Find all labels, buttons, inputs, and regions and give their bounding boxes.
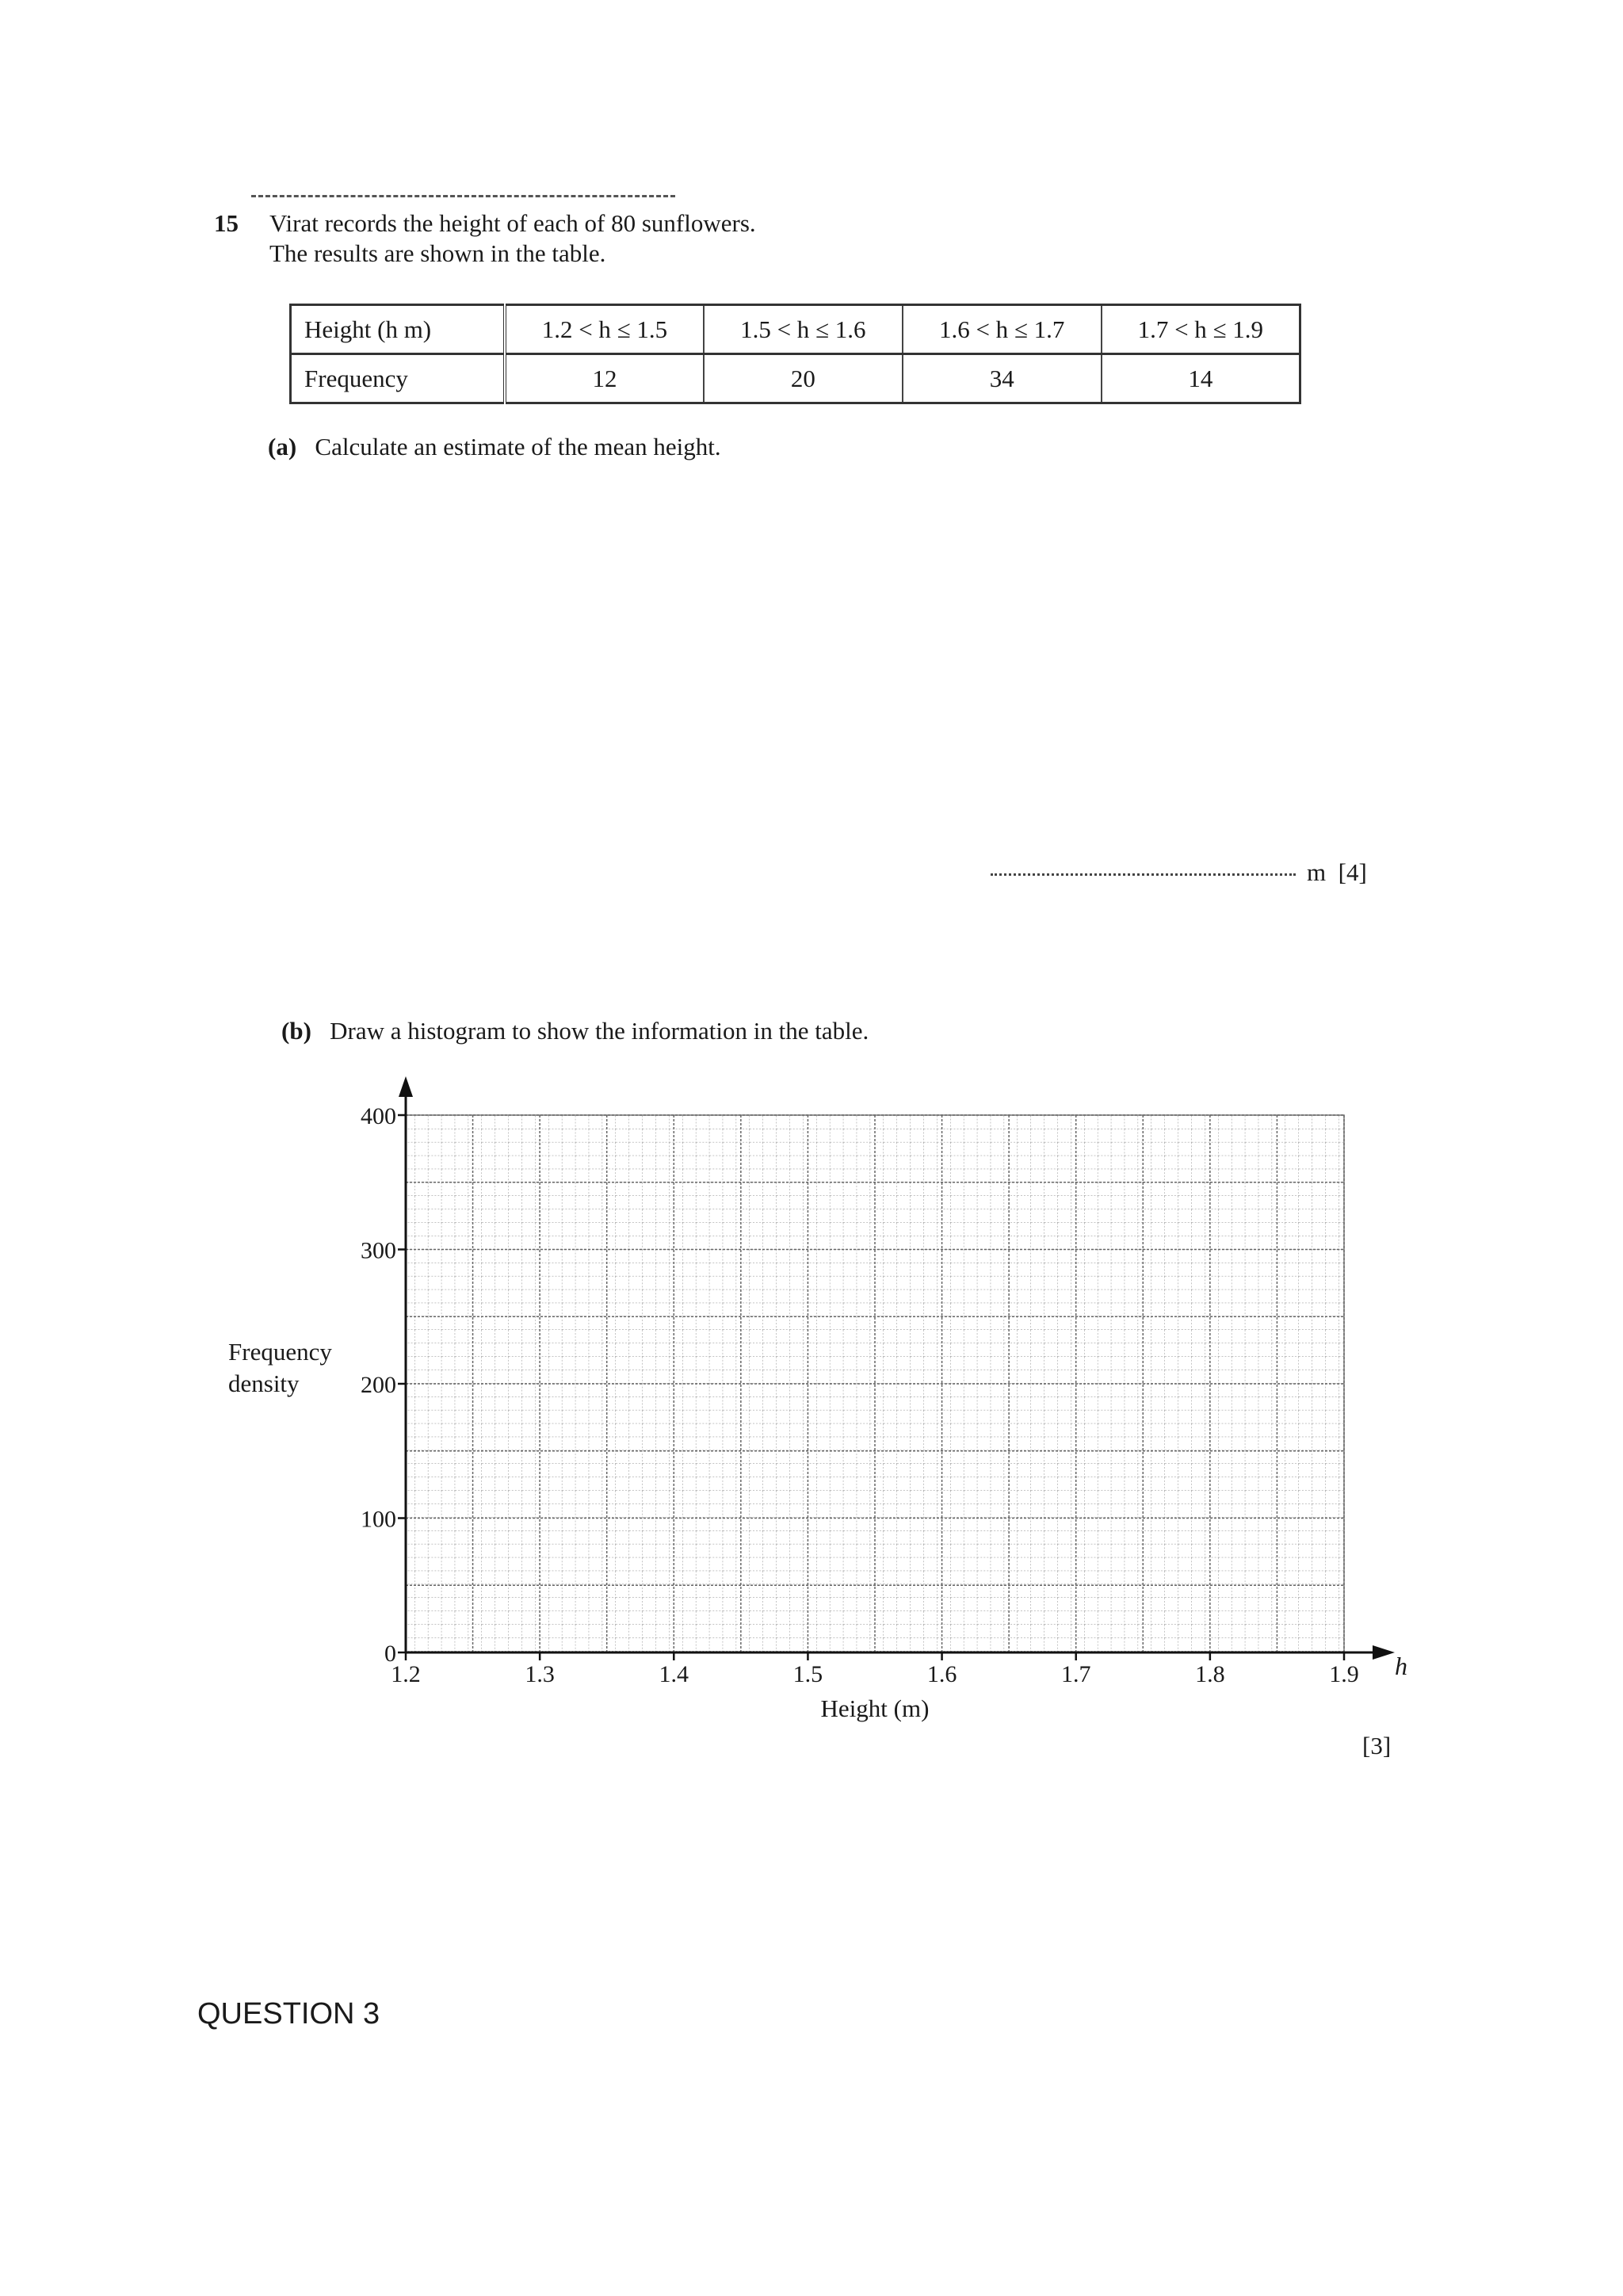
question-number: 15 xyxy=(214,209,239,237)
part-b-marks: [3] xyxy=(1362,1732,1392,1759)
part-a-label: (a) xyxy=(268,433,297,460)
x-axis-title: Height (m) xyxy=(820,1694,930,1722)
part-a-prompt xyxy=(268,432,721,462)
y-axis-title-line-2: density xyxy=(228,1370,300,1397)
histogram-grid[interactable] xyxy=(214,1062,1419,1728)
x-tick-label: 1.6 xyxy=(926,1661,957,1687)
table-interval-2: 1.5 < h ≤ 1.6 xyxy=(704,305,903,354)
page-header-rule xyxy=(251,195,675,197)
table-frequency-1: 12 xyxy=(505,354,704,403)
x-tick-label: 1.4 xyxy=(659,1661,689,1687)
x-tick-label: 1.7 xyxy=(1060,1661,1091,1687)
part-b-label: (b) xyxy=(281,1017,311,1045)
x-axis-arrow xyxy=(1373,1645,1395,1660)
table-row-label-frequency: Frequency xyxy=(291,354,506,403)
part-a-marks: [4] xyxy=(1338,858,1367,886)
table-row-label-height: Height (h m) xyxy=(291,305,506,354)
table-interval-1: 1.2 < h ≤ 1.5 xyxy=(505,305,704,354)
y-tick-label: 200 xyxy=(361,1372,396,1398)
table-row-frequency xyxy=(291,354,1300,403)
y-axis-arrow xyxy=(399,1076,413,1097)
part-b-prompt xyxy=(281,1016,869,1046)
y-tick-label: 300 xyxy=(361,1237,396,1264)
table-frequency-3: 34 xyxy=(903,354,1102,403)
x-variable-label: h xyxy=(1395,1652,1407,1680)
table-interval-3: 1.6 < h ≤ 1.7 xyxy=(903,305,1102,354)
answer-unit: m xyxy=(1307,858,1327,886)
table-frequency-4: 14 xyxy=(1102,354,1300,403)
x-axis-ticks xyxy=(391,1652,1359,1687)
next-question-heading: QUESTION 3 xyxy=(197,1997,380,2030)
x-tick-label: 1.9 xyxy=(1329,1661,1359,1687)
table-interval-4: 1.7 < h ≤ 1.9 xyxy=(1102,305,1300,354)
y-axis-title-line-1: Frequency xyxy=(228,1338,332,1366)
table-frequency-2: 20 xyxy=(704,354,903,403)
question-stem-line-1: Virat records the height of each of 80 sunflowers. xyxy=(269,209,756,237)
frequency-table xyxy=(289,304,1301,404)
y-tick-label: 400 xyxy=(361,1103,396,1129)
part-a-text: Calculate an estimate of the mean height. xyxy=(315,433,721,460)
table-row-height xyxy=(291,305,1300,354)
x-tick-label: 1.8 xyxy=(1195,1661,1225,1687)
y-tick-label: 100 xyxy=(361,1506,396,1533)
x-tick-label: 1.2 xyxy=(391,1661,421,1687)
y-tick-label: 0 xyxy=(384,1641,396,1667)
x-tick-label: 1.5 xyxy=(792,1661,823,1687)
part-b-text: Draw a histogram to show the information in the table. xyxy=(330,1017,869,1045)
y-axis-ticks xyxy=(361,1103,406,1667)
answer-blank[interactable] xyxy=(991,873,1296,876)
x-tick-label: 1.3 xyxy=(525,1661,555,1687)
part-a-answer-line xyxy=(991,858,1367,888)
question-stem-line-2: The results are shown in the table. xyxy=(269,239,606,267)
